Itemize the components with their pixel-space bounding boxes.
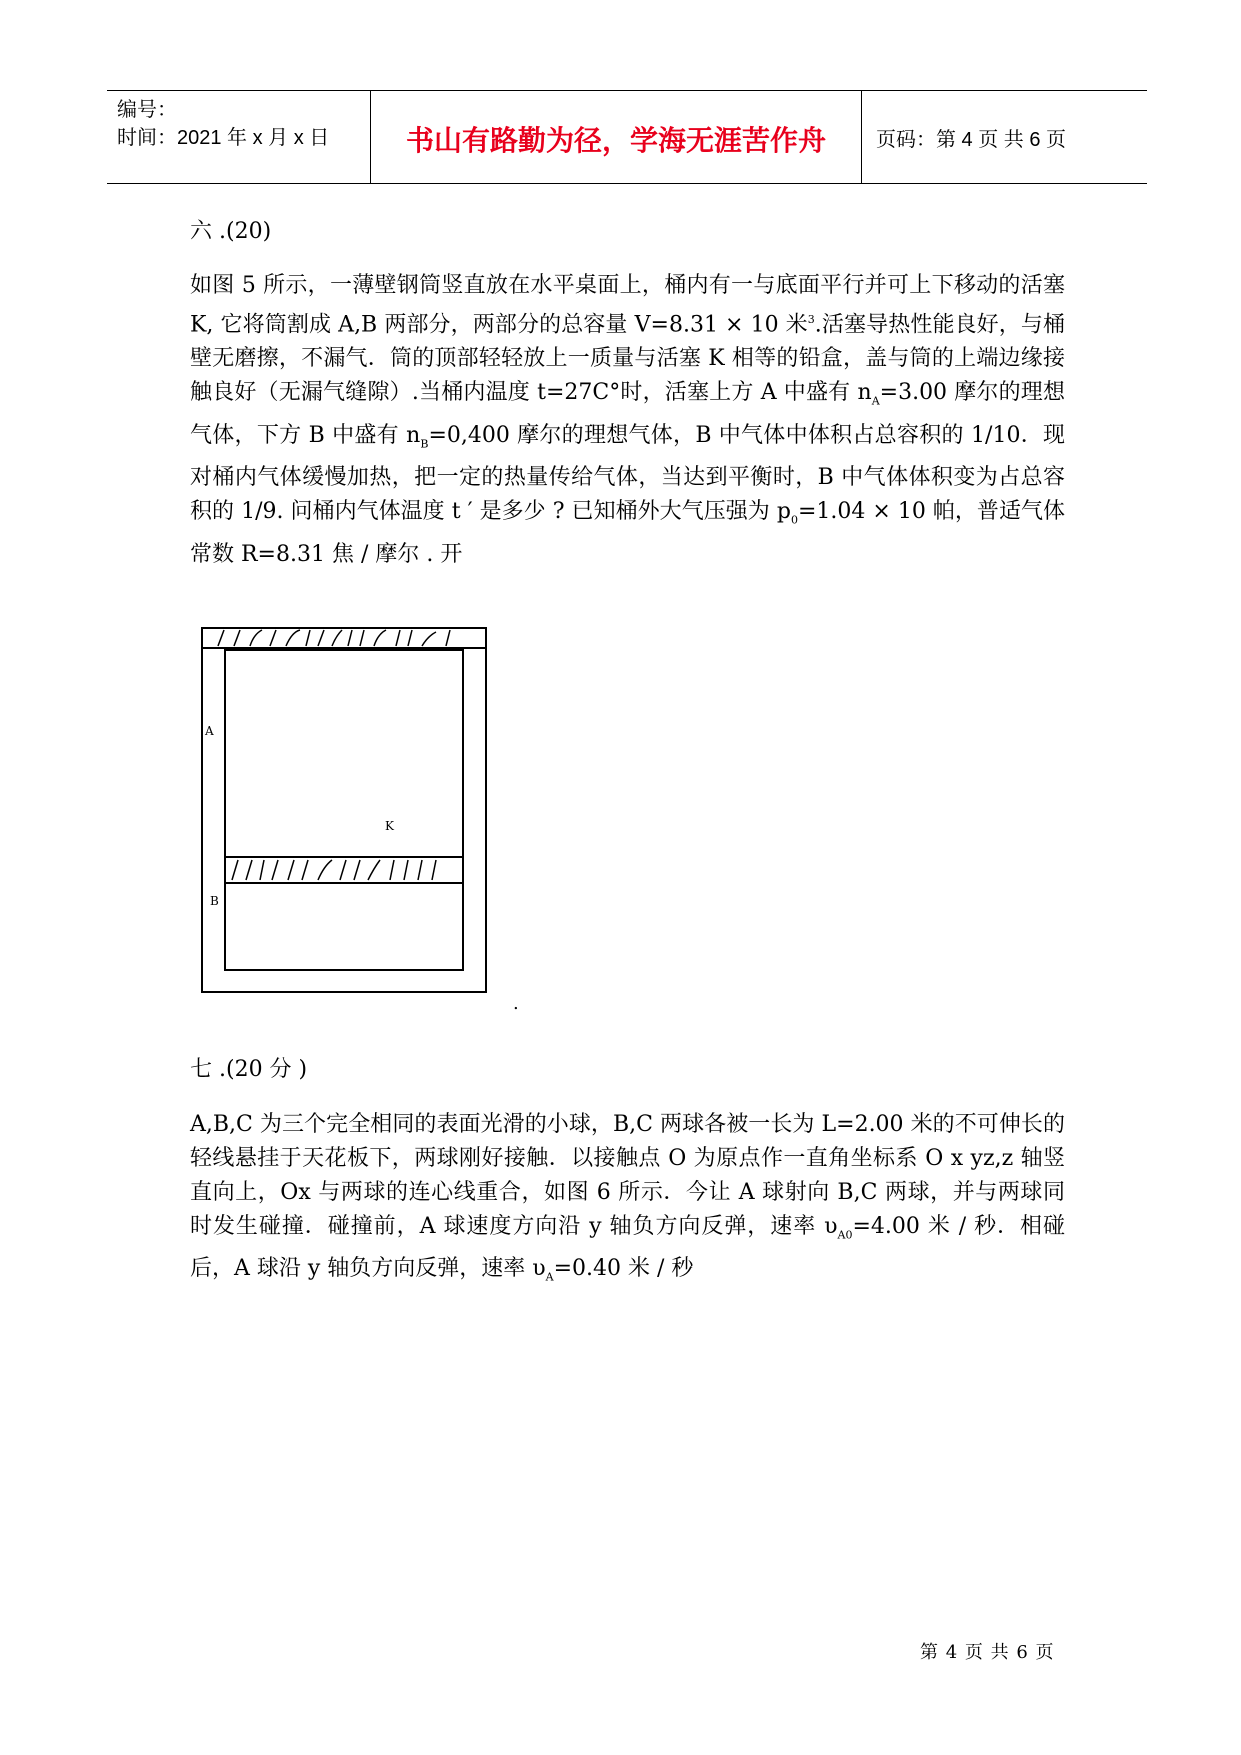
page-footer: 第 4 页 共 6 页 [920,1642,1055,1663]
problem6-text [190,269,1065,572]
document-time-label: 时间：2021 年 x 月 x 日 [117,127,330,149]
figure-label-a: A [205,724,214,738]
figure-label-k: K [385,819,394,833]
problem6-text-part5: =1.04 × 10 帕，普适气体常数 R=8.31 焦 / 摩尔 . 开 [190,499,1066,567]
header-left-cell [107,91,370,183]
problem7-sub-a: A [545,1270,554,1284]
header-right-cell [862,91,1147,183]
problem6-sub-0: 0 [790,513,798,527]
cylinder-inner-wall [225,650,463,970]
problem6-text-part4: =0,400 摩尔的理想气体，B 中气体中体积占总容积的 1/10．现对桶内气体缓慢加热，把一定的热量传给气体，当达到平衡时，B 中气体体积变为占总容积的 1/9. 问桶内气体温度 t ′ 是多少 ? 已知桶外大气压强为 p [190,422,1065,525]
problem7-text-part1: A,B,C 为三个完全相同的表面光滑的小球，B,C 两球各被一长为 L=2.00 米的不可伸长的轻线悬挂于天花板下，两球刚好接触．以接触点 O 为原点作一直角坐标系 O x yz,z 轴竖直向上，Ox 与两球的连心线重合，如图 6 所示．今让 A 球射向 B,C 两球，并与两球同时发生碰撞．碰撞前，A 球速度方向沿 y 轴负方向反弹，速率 υ [190,1112,1065,1239]
figure-trailing-dot: . [513,993,519,1014]
problem7-text [190,1108,1065,1295]
problem7-sub-a0: A0 [837,1228,853,1242]
header-page-label: 页码：第 4 页 共 6 页 [876,129,1067,151]
problem6-text-part3: =3.00 摩尔的理想气体，下方 B 中盛有 n [190,380,1065,448]
problem7-heading: 七 .(20 分 ) [190,1057,308,1082]
problem6-sup-3: 3 [807,313,815,326]
cylinder-outer-wall [202,628,486,992]
header-motto: 书山有路勤为径，学海无涯苦作舟 [405,124,826,157]
problem7-text-part3: =0.40 米 / 秒 [553,1256,694,1282]
problem7-text-part2: =4.00 米 / 秒．相碰后，A 球沿 y 轴负方向反弹，速率 υ [190,1214,1065,1282]
lead-lid [202,628,486,648]
page-header [107,90,1147,184]
figure-label-b: B [210,894,219,908]
lid-hatching [218,630,450,646]
problem6-sub-b: B [420,437,429,451]
document-number-label: 编号： [117,99,177,121]
header-center-cell [370,91,862,183]
problem6-sub-a: A [871,394,880,408]
problem6-text-part2: .活塞导热性能良好，与桶壁无磨擦，不漏气．筒的顶部轻轻放上一质量与活塞 K 相等的铅盒，盖与筒的上端边缘接触良好（无漏气缝隙）.当桶内温度 t=27C°时，活塞上方 A 中盛有 n [190,312,1065,406]
figure-5-cylinder [200,620,500,1000]
piston-hatching [232,860,436,880]
problem6-text-part1: 如图 5 所示，一薄壁钢筒竖直放在水平桌面上，桶内有一与底面平行并可上下移动的活塞 K, 它将筒割成 A,B 两部分，两部分的总容量 V=8.31 × 10 米 [190,273,1065,338]
problem6-heading: 六 .(20) [190,219,272,244]
